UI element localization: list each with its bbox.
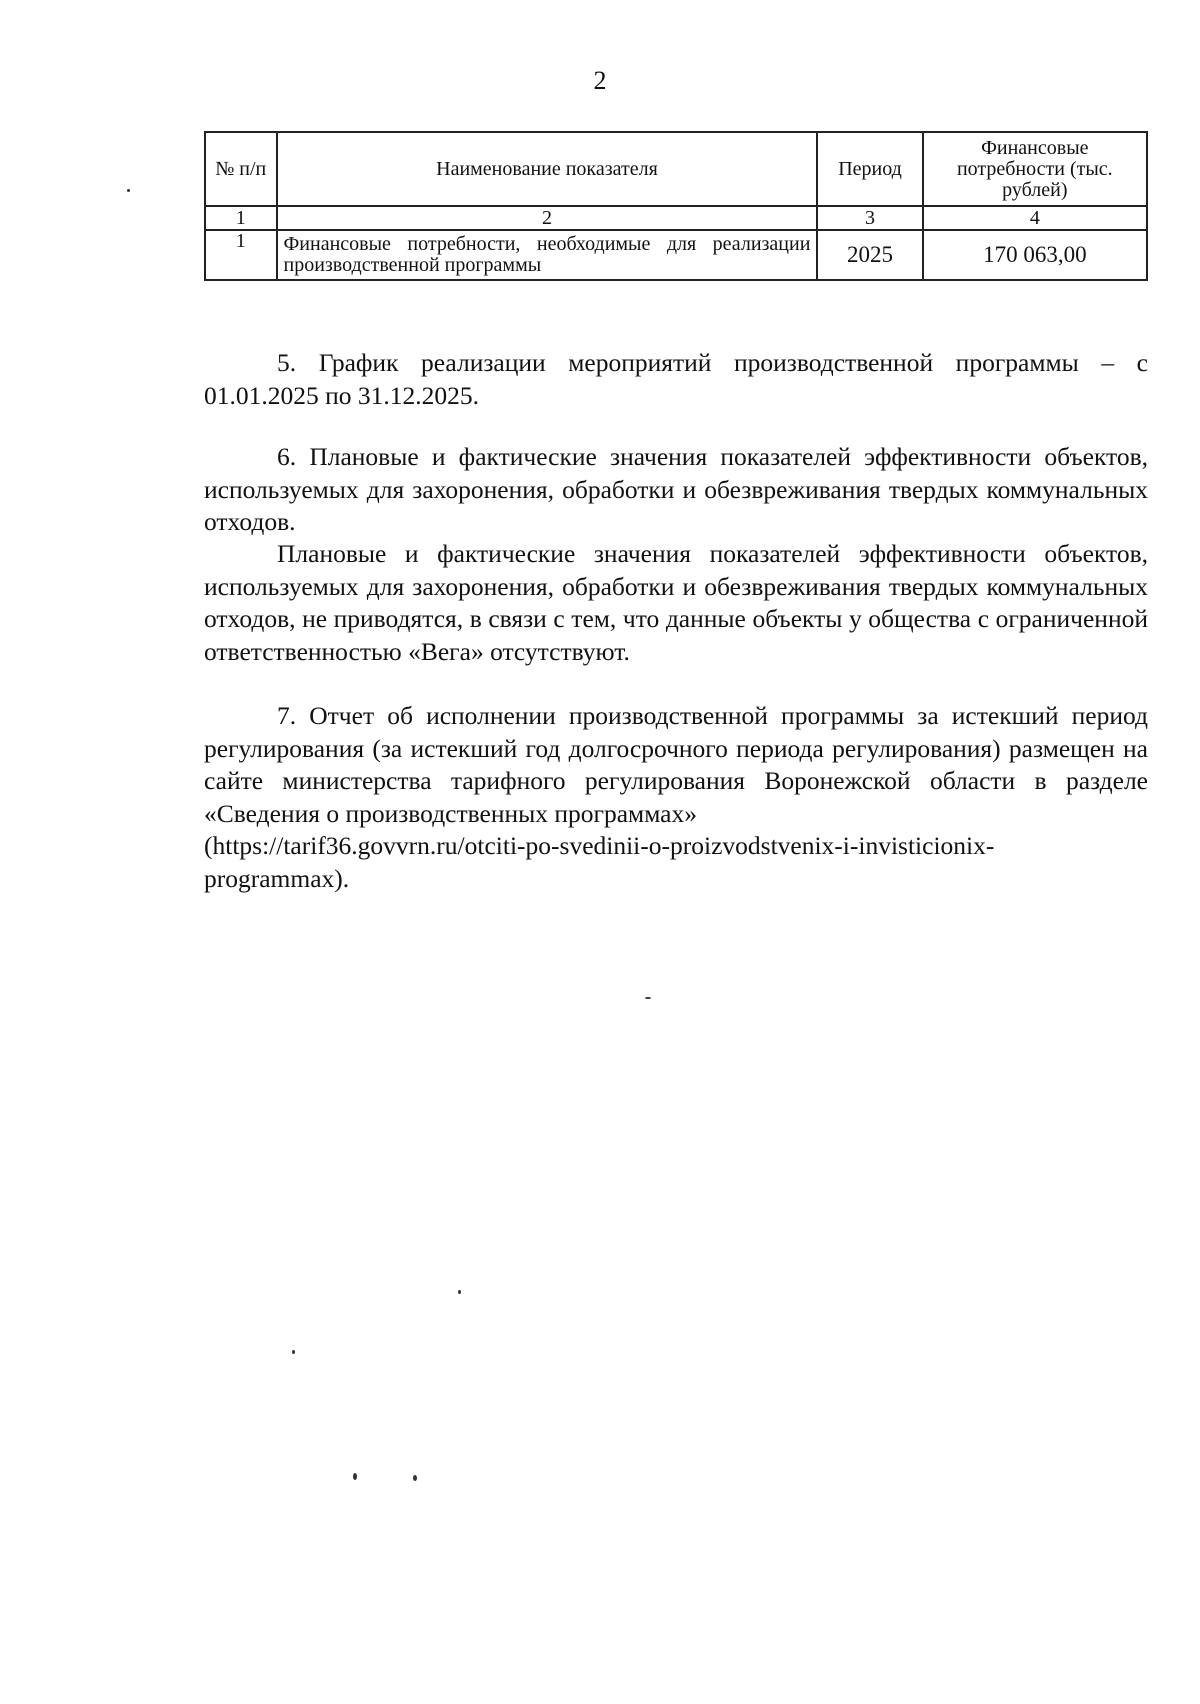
- scan-speck: [127, 189, 130, 192]
- row-period: 2025: [817, 230, 922, 280]
- header-num: № п/п: [205, 132, 277, 206]
- scan-speck: [413, 1475, 417, 1481]
- table-header-row: [205, 132, 1147, 206]
- scan-speck: [353, 1473, 357, 1480]
- row-name: Финансовые потребности, необходимые для реализации производственной программы: [277, 230, 818, 280]
- section-7-main: [204, 700, 1148, 830]
- section-5-text: 5. График реализации мероприятий производственной программы – с 01.01.2025 по 31.12.2025.: [204, 348, 1148, 410]
- section-7-paragraph: [204, 700, 1148, 895]
- scan-speck: [645, 997, 651, 999]
- row-num: 1: [205, 230, 277, 280]
- section-6-body-paragraph: [204, 538, 1148, 668]
- section-6-body-text: Плановые и фактические значения показателей эффективности объектов, используемых для захоронения, обработки и обезвреживания твердых коммунальных отходов, не приводятся, в связи с тем, что данные объекты у общества с ограниченной ответственностью «Вега» отсутствуют.: [204, 539, 1148, 666]
- column-number-4: 4: [923, 206, 1147, 230]
- section-6-heading-text: 6. Плановые и фактические значения показателей эффективности объектов, используемых для захоронения, обработки и обезвреживания твердых коммунальных отходов.: [204, 442, 1148, 536]
- column-number-1: 1: [205, 206, 277, 230]
- section-7-url-line-1: (https://tarif36.govvrn.ru/otciti-po-svedinii-o-proizvodstvenix-i-invisticionix-: [204, 831, 995, 860]
- page-number: 2: [593, 66, 607, 95]
- table-row: [205, 230, 1147, 280]
- scan-speck: [458, 1290, 461, 1294]
- header-finance: Финансовые потребности (тыс. рублей): [923, 132, 1147, 206]
- column-number-2: 2: [277, 206, 818, 230]
- financial-needs-table: [204, 131, 1148, 281]
- section-7-url-line-2: programmax).: [204, 863, 350, 893]
- table-column-numbers-row: [205, 206, 1147, 230]
- scan-speck: [292, 1350, 295, 1354]
- header-name: Наименование показателя: [277, 132, 818, 206]
- section-7-text: 7. Отчет об исполнении производственной программы за истекший период регулирования (за истекший год долгосрочного периода регулирования) размещен на сайте министерства тарифного регулирования Воронежской области в разделе «Сведения о производственных программах»: [204, 701, 1148, 828]
- section-5-paragraph: [204, 347, 1148, 412]
- header-period: Период: [817, 132, 922, 206]
- row-finance: 170 063,00: [923, 230, 1147, 280]
- column-number-3: 3: [817, 206, 922, 230]
- section-6-heading-paragraph: [204, 441, 1148, 539]
